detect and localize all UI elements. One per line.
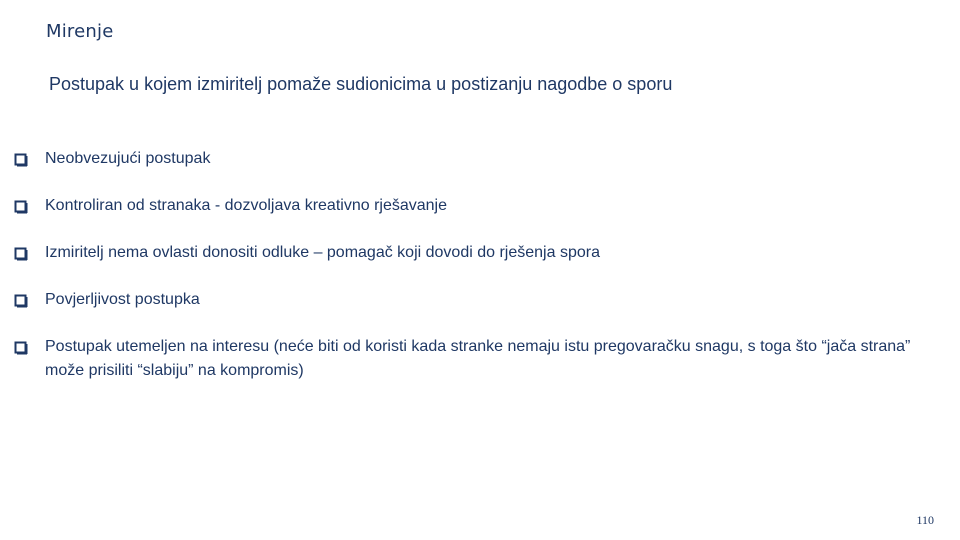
slide-subtitle: Postupak u kojem izmiritelj pomaže sudionicima u postizanju nagodbe o sporu [49, 74, 673, 94]
bullet-text: Povjerljivost postupka [45, 291, 200, 308]
hollow-square-bullet-icon [14, 200, 28, 214]
bullet-list [14, 150, 944, 409]
hollow-square-bullet-icon [14, 294, 28, 308]
bullet-text: Postupak utemeljen na interesu (neće biti od koristi kada stranke nemaju istu pregovaračku snagu, s toga što “jača strana” može prisiliti “slabiju” na kompromis) [45, 338, 911, 379]
hollow-square-bullet-icon [14, 247, 28, 261]
bullet-item [14, 338, 944, 383]
hollow-square-bullet-icon [14, 153, 28, 167]
bullet-text: Neobvezujući postupak [45, 150, 211, 167]
bullet-item [14, 197, 944, 218]
bullet-item [14, 244, 944, 265]
bullet-text: Kontroliran od stranaka - dozvoljava kreativno rješavanje [45, 197, 447, 214]
slide-title: Mirenje [46, 21, 114, 42]
bullet-item [14, 150, 944, 171]
bullet-text: Izmiritelj nema ovlasti donositi odluke – pomagač koji dovodi do rješenja spora [45, 244, 600, 261]
page-number: 110 [916, 513, 934, 527]
bullet-item [14, 291, 944, 312]
hollow-square-bullet-icon [14, 341, 28, 355]
